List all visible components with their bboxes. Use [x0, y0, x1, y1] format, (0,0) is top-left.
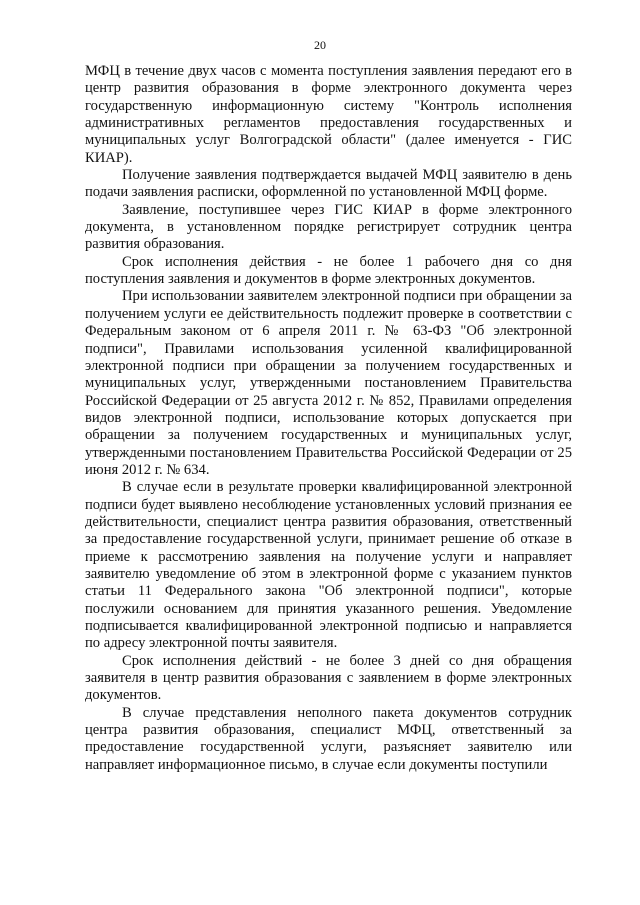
paragraph: МФЦ в течение двух часов с момента поступления заявления передают его в центр развития образования в форме электронного документа через государственную информационную систему "Контроль исполнения административных регламентов предоставления государственных и муниципальных услуг Волгоградской области" (далее именуется - ГИС КИАР).	[85, 63, 572, 166]
page-number: 20	[314, 38, 326, 52]
paragraph: Получение заявления подтверждается выдачей МФЦ заявителю в день подачи заявления расписки, оформленной по установленной МФЦ форме.	[85, 167, 572, 201]
paragraph: В случае представления неполного пакета документов сотрудник центра развития образования, специалист МФЦ, ответственный за предоставление государственной услуги, разъясняет заявителю или направляет информационное письмо, в случае если документы поступили	[85, 704, 572, 773]
document-body	[85, 63, 572, 774]
paragraph: При использовании заявителем электронной подписи при обращении за получением услуги ее действительность подлежит проверке в соответствии с Федеральным законом от 6 апреля 2011 г. № 63-ФЗ "Об электронной подписи", Правилами использования усиленной квалифицированной электронной подписи при обращении за получением государственных и муниципальных услуг, утвержденными постановлением Правительства Российской Федерации от 25 августа 2012 г. № 852, Правилами определения видов электронной подписи, использование которых допускается при обращении за получением государственных и муниципальных услуг, утвержденными постановлением Правительства Российской Федерации от 25 июня 2012 г. № 634.	[85, 288, 572, 478]
paragraph: Срок исполнения действий - не более 3 дней со дня обращения заявителя в центр развития образования с заявлением в форме электронных документов.	[85, 652, 572, 704]
paragraph: Заявление, поступившее через ГИС КИАР в форме электронного документа, в установленном порядке регистрирует сотрудник центра развития образования.	[85, 201, 572, 253]
paragraph: В случае если в результате проверки квалифицированной электронной подписи будет выявлено несоблюдение установленных условий признания ее действительности, специалист центра развития образования, ответственный за предоставление государственной услуги, принимает решение об отказе в приеме к рассмотрению заявления на получение услуги и направляет заявителю уведомление об этом в электронной форме с указанием пунктов статьи 11 Федерального закона "Об электронной подписи", которые послужили основанием для принятия указанного решения. Уведомление подписывается квалифицированной электронной подписью и направляется по адресу электронной почты заявителя.	[85, 479, 572, 652]
paragraph: Срок исполнения действия - не более 1 рабочего дня со дня поступления заявления и документов в форме электронных документов.	[85, 253, 572, 288]
